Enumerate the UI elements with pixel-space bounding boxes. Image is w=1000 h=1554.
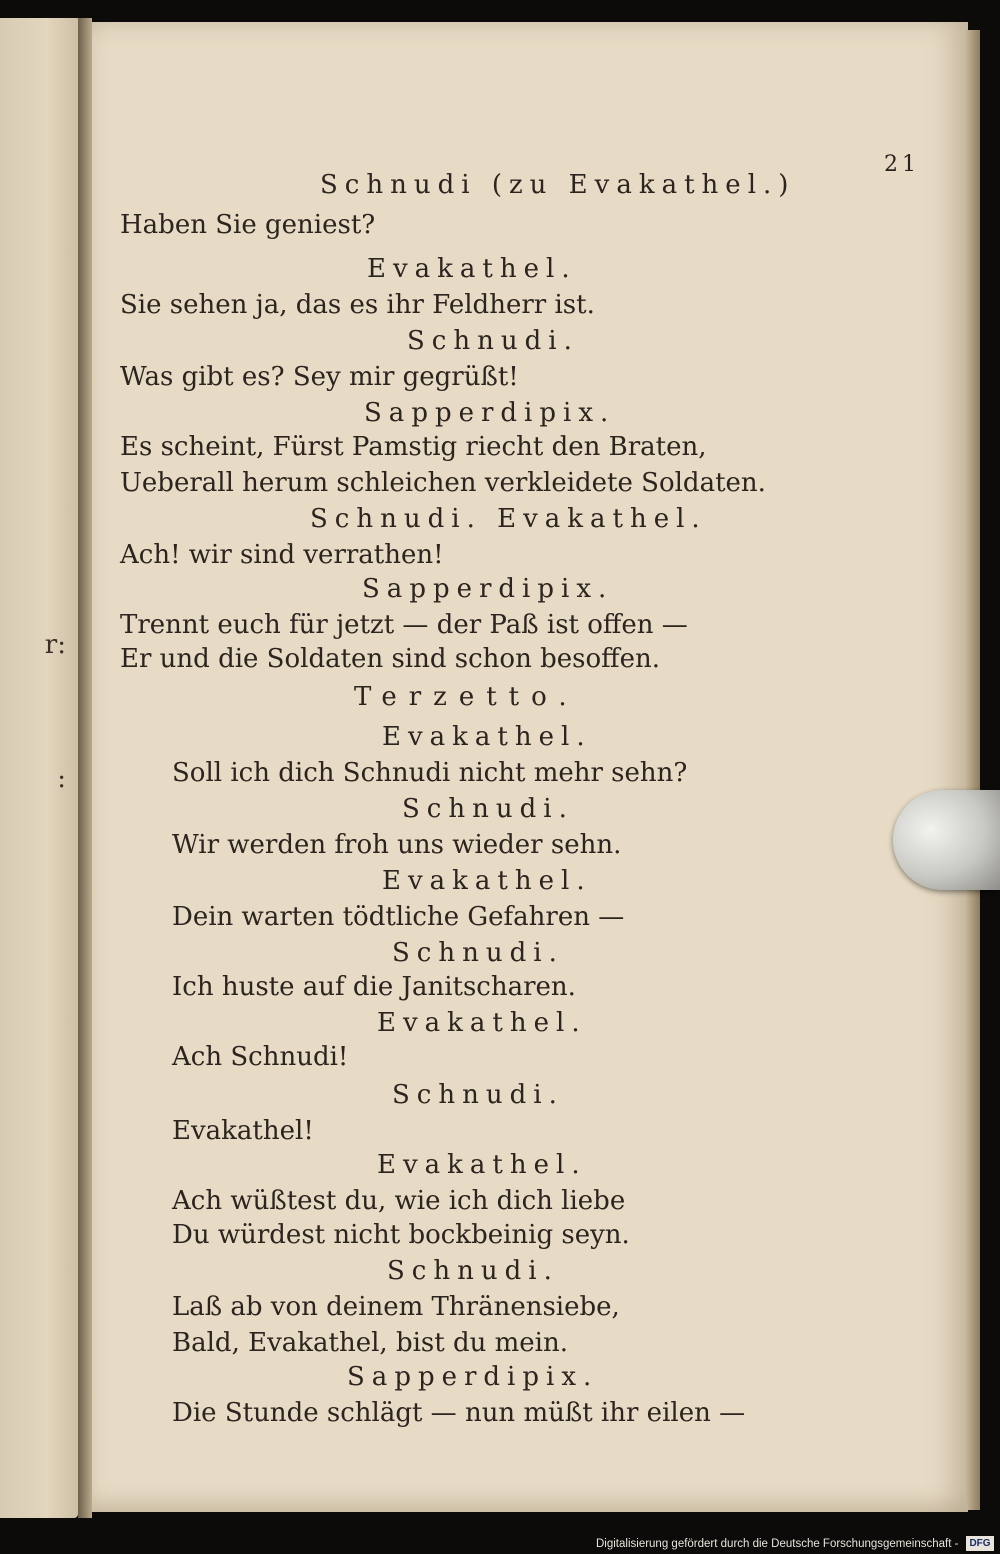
verse-line: Ach! wir sind verrathen! xyxy=(120,540,444,570)
verse-line: Wir werden froh uns wieder sehn. xyxy=(172,830,622,860)
verse-line: Ueberall herum schleichen verkleidete Soldaten. xyxy=(120,468,766,498)
dfg-logo: DFG xyxy=(966,1536,994,1551)
text-block xyxy=(92,22,968,1512)
speaker-name: Schnudi. xyxy=(387,1256,559,1286)
speaker-name: Evakathel. xyxy=(377,1008,587,1038)
page-number: 21 xyxy=(884,152,920,177)
speaker-name: Evakathel. xyxy=(377,1150,587,1180)
verse-line: Sie sehen ja, das es ihr Feldherr ist. xyxy=(120,290,595,320)
speaker-name: Evakathel. xyxy=(367,254,577,284)
glass-clip-icon xyxy=(893,790,1000,890)
verse-line: Laß ab von deinem Thränensiebe, xyxy=(172,1292,620,1322)
verse-line: Ich huste auf die Janitscharen. xyxy=(172,972,576,1002)
verse-line: Dein warten tödtliche Gefahren — xyxy=(172,902,625,932)
verse-line: Soll ich dich Schnudi nicht mehr sehn? xyxy=(172,758,688,788)
speaker-name: Sapperdipix. xyxy=(347,1362,599,1392)
speaker-name: Schnudi (zu Evakathel.) xyxy=(320,170,796,200)
speaker-name: Schnudi. xyxy=(392,1080,564,1110)
speaker-name: Evakathel. xyxy=(382,722,592,752)
speaker-name: Sapperdipix. xyxy=(362,574,614,604)
verse-line: Bald, Evakathel, bist du mein. xyxy=(172,1328,568,1358)
verse-line: Die Stunde schlägt — nun müßt ihr eilen — xyxy=(172,1398,746,1428)
left-page-edge xyxy=(0,18,78,1518)
book-gutter xyxy=(78,18,92,1518)
verse-line: Haben Sie geniest? xyxy=(120,210,376,240)
verse-line: Evakathel! xyxy=(172,1116,314,1146)
verse-line: Ach Schnudi! xyxy=(172,1042,349,1072)
verse-line: Er und die Soldaten sind schon besoffen. xyxy=(120,644,660,674)
left-page-fragment: r: xyxy=(44,630,66,660)
page-edge xyxy=(966,30,980,1510)
speaker-name: Schnudi. xyxy=(407,326,579,356)
verse-line: Es scheint, Fürst Pamstig riecht den Braten, xyxy=(120,432,707,462)
speaker-name: Evakathel. xyxy=(382,866,592,896)
left-page-fragment: : xyxy=(57,764,66,794)
digitization-credit: Digitalisierung gefördert durch die Deutsche Forschungsgemeinschaft - xyxy=(596,1538,959,1550)
speaker-name: Schnudi. xyxy=(392,938,564,968)
verse-line: Trennt euch für jetzt — der Paß ist offen — xyxy=(120,610,688,640)
speaker-name: Schnudi. Evakathel. xyxy=(310,504,707,534)
speaker-name: Schnudi. xyxy=(402,794,574,824)
speaker-name: Sapperdipix. xyxy=(364,398,616,428)
verse-line: Ach wüßtest du, wie ich dich liebe xyxy=(172,1186,626,1216)
book-page xyxy=(92,22,968,1512)
verse-line: Was gibt es? Sey mir gegrüßt! xyxy=(120,362,519,392)
verse-line: Du würdest nicht bockbeinig seyn. xyxy=(172,1220,630,1250)
section-title: Terzetto. xyxy=(354,682,579,712)
